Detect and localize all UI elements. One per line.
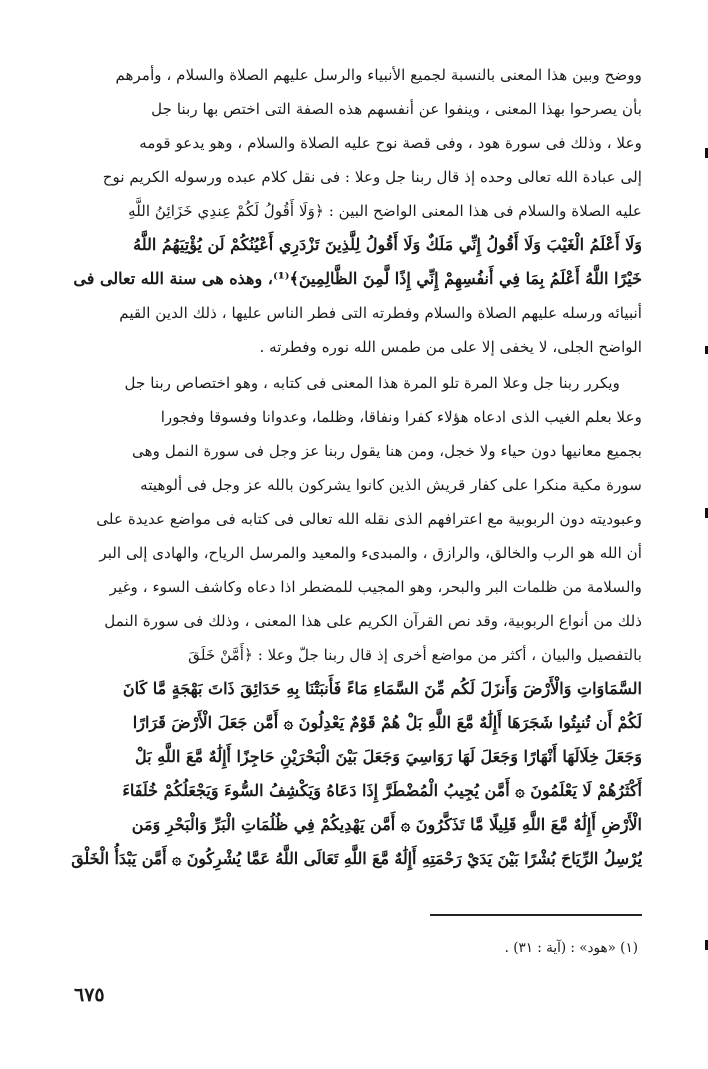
text-line: سورة مكية منكرا على كفار قريش الذين كانوا يشركون بالله عز وجل فى ألوهيته bbox=[140, 476, 642, 494]
text-line: ووضح وبين هذا المعنى بالنسبة لجميع الأنبياء والرسل عليهم الصلاة والسلام ، وأمرهم bbox=[115, 66, 642, 84]
text-line: وعبوديته دون الربوبية مع اعترافهم الذى نقله الله تعالى فى كتابه فى مواضع عديدة على bbox=[96, 510, 642, 528]
quran-verse-line: خَيْرًا اللَّهُ أَعْلَمُ بِمَا فِي أَنفُسِهِمْ إِنِّي إِذًا لَّمِنَ الظَّالِمِينَ﴾⁽¹⁾، وهذه هى سنة الله تعالى فى bbox=[73, 269, 642, 288]
text-line: والسلامة من ظلمات البر والبحر، وهو المجيب للمضطر اذا دعاه وكاشف السوء ، وغير bbox=[109, 578, 642, 596]
text-line: أنبيائه ورسله عليهم الصلاة والسلام وفطرته التى فطر الناس عليها ، ذلك الدين القيم bbox=[119, 304, 642, 322]
page-number: ٦٧٥ bbox=[74, 984, 105, 1006]
quran-verse-line: وَجَعَلَ خِلَالَهَا أَنْهَارًا وَجَعَلَ لَهَا رَوَاسِيَ وَجَعَلَ بَيْنَ الْبَحْرَيْنِ حَاجِزًا أَإِلَٰهٌ مَّعَ اللَّهِ بَلْ bbox=[135, 747, 642, 766]
text-line: ذلك من أنواع الربوبية، وقد نص القرآن الكريم على هذا المعنى ، وذلك فى سورة النمل bbox=[104, 612, 642, 630]
body-text bbox=[70, 58, 642, 876]
quran-verse-line: أَكْثَرُهُمْ لَا يَعْلَمُونَ ۞ أَمَّن يُجِيبُ الْمُضْطَرَّ إِذَا دَعَاهُ وَيَكْشِفُ السُّوءَ وَيَجْعَلُكُمْ خُلَفَاءَ bbox=[122, 781, 642, 800]
text-line: إلى عبادة الله تعالى وحده إذ قال ربنا جل وعلا : فى نقل كلام عبده ورسوله الكريم نوح bbox=[102, 168, 642, 186]
text-line: بالتفصيل والبيان ، أكثر من مواضع أخرى إذ قال ربنا جلّ وعلا : ﴿أَمَّنْ خَلَقَ bbox=[188, 646, 642, 664]
text-line: وعلا بعلم الغيب الذى ادعاه هؤلاء كفرا ونفاقا، وظلما، وعدوانا وفسوقا وفجورا bbox=[160, 408, 642, 426]
text-line: بأن يصرحوا بهذا المعنى ، وينفوا عن أنفسهم هذه الصفة التى اختص بها ربنا جل bbox=[151, 100, 642, 118]
quran-verse-line: وَلَا أَعْلَمُ الْغَيْبَ وَلَا أَقُولُ إِنِّي مَلَكٌ وَلَا أَقُولُ لِلَّذِينَ تَزْدَرِي أَعْيُنُكُمْ لَن يُؤْتِيَهُمُ اللَّهُ bbox=[133, 235, 642, 254]
footnote: (١) «هود» : (آية : ٣١) . bbox=[504, 940, 638, 956]
paragraph-first-line: ويكرر ربنا جل وعلا المرة تلو المرة هذا المعنى فى كتابه ، وهو اختصاص ربنا جل bbox=[124, 374, 620, 392]
quran-verse-line: السَّمَاوَاتِ وَالْأَرْضَ وَأَنزَلَ لَكُم مِّنَ السَّمَاءِ مَاءً فَأَنبَتْنَا بِهِ حَدَائِقَ ذَاتَ بَهْجَةٍ مَّا كَانَ bbox=[122, 679, 642, 698]
text-line: وعلا ، وذلك فى سورة هود ، وفى قصة نوح عليه الصلاة والسلام ، وهو يدعو قومه bbox=[139, 134, 642, 152]
footnote-separator bbox=[430, 914, 642, 916]
quran-verse-line: لَكُمْ أَن تُنبِتُوا شَجَرَهَا أَإِلَٰهٌ مَّعَ اللَّهِ بَلْ هُمْ قَوْمٌ يَعْدِلُونَ ۞ أَمَّن جَعَلَ الْأَرْضَ قَرَارًا bbox=[132, 713, 642, 732]
text-line: الواضح الجلى، لا يخفى إلا على من طمس الله نوره وفطرته . bbox=[259, 338, 642, 356]
quran-verse-line: يُرْسِلُ الرِّيَاحَ بُشْرًا بَيْنَ يَدَيْ رَحْمَتِهِ أَإِلَٰهٌ مَّعَ اللَّهِ تَعَالَى اللَّهُ عَمَّا يُشْرِكُونَ ۞ أَمَّن يَبْدَأُ الْخَلْقَ bbox=[71, 849, 642, 868]
text-line: بجميع معانيها دون حياء ولا خجل، ومن هنا يقول ربنا عز وجل فى سورة النمل وهى bbox=[132, 442, 642, 460]
text-line: أن الله هو الرب والخالق، والرازق ، والمبدىء والمعيد والمرسل الرياح، والهادى إلى البر bbox=[99, 544, 642, 562]
quran-verse-line: الْأَرْضِ أَإِلَٰهٌ مَّعَ اللَّهِ قَلِيلًا مَّا تَذَكَّرُونَ ۞ أَمَّن يَهْدِيكُمْ فِي ظُلُمَاتِ الْبَرِّ وَالْبَحْرِ وَمَن bbox=[131, 815, 642, 834]
text-line: عليه الصلاة والسلام فى هذا المعنى الواضح البين : ﴿وَلَا أَقُولُ لَكُمْ عِندِي خَزَائِنُ اللَّهِ bbox=[128, 202, 642, 220]
